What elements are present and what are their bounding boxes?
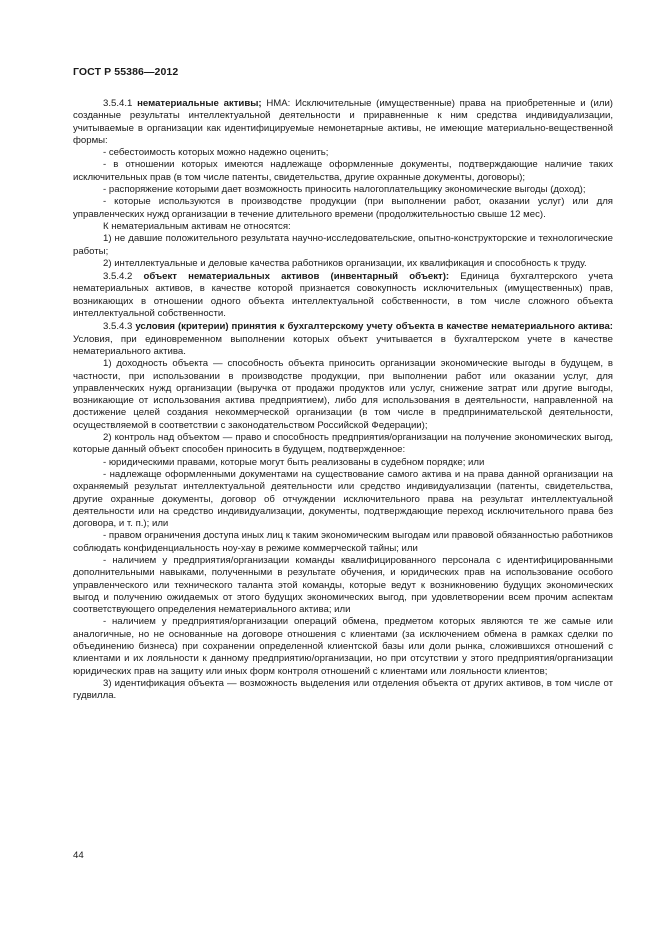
list-item: - правом ограничения доступа иных лиц к таким экономическим выгодам или правовой обязанностью работников соблюдать конфиденциальность ноу-хау в режиме коммерческой тайны; или — [73, 530, 613, 554]
definition: Условия, при единовременном выполнении которых объект учитывается в бухгалтерском учете в качестве нематериального актива. — [73, 333, 613, 357]
list-item: - надлежаще оформленными документами на существование самого актива и на права данной организации на охраняемый результат интеллектуальной деятельности или средство индивидуализации (патенты, свидетельства, другие охранные документы, договор об отчуждении исключительного права на результат интеллектуальной деятельности или на средство индивидуализации, документы, подтверждающие переход исключительного права без договора, и т. п.); или — [73, 468, 613, 530]
list-item: 2) контроль над объектом — право и способность предприятия/организации на получение экономических выгод, которые данный объект способен приносить в будущем, подтвержденное: — [73, 432, 613, 456]
list-item: - наличием у предприятия/организации команды квалифицированного персонала с идентифицированными дополнительными навыками, полученными в результате обучения, и юридических прав на использование особого управленческого или технического таланта этой команды, которые ведут к возникновению будущих экономических выгод и получению ожидаемых от этого будущих экономических выгод, при удовлетворении всем прочим аспектам соответствующего определения нематериального актива; или — [73, 554, 613, 616]
term: объект нематериальных активов (инвентарный объект): — [143, 271, 450, 283]
paragraph-3-5-4-1 — [73, 98, 613, 147]
clause-number: 3.5.4.1 — [103, 98, 133, 109]
list-item: 3) идентификация объекта — возможность выделения или отделения объекта от других активов, в том числе от гудвилла. — [73, 677, 613, 702]
list-item: 1) не давшие положительного результата научно-исследовательские, опытно-конструкторские и технологические работы; — [73, 233, 613, 257]
definition: Единица бухгалтерского учета нематериальных активов, в качестве которой признается совокупность исключительных (имущественных) прав, возникающих в отношении одного объекта интеллектуальной собственности, в том числе сложного объекта интеллектуальной собственности. — [73, 271, 613, 320]
list-item: 2) интеллектуальные и деловые качества работников организации, их квалификация и способность к труду. — [103, 257, 587, 269]
list-item: - наличием у предприятия/организации операций обмена, предметом которых являются те же самые или аналогичные, но не основанные на договоре отношения с клиентами (за исключением обмена в рамках сделки по объединению бизнеса) при сохранении определенной клиентской базы или доли рынка, сложившихся отношений с клиентами и их лояльности к данному предприятию/организации, но при отсутствии у этого предприятия/организации юридических прав на защиту или иных форм контроля отношений с клиентами или лояльности клиентов; — [73, 616, 613, 677]
clause-number: 3.5.4.2 — [103, 271, 133, 283]
list-item: - которые используются в производстве продукции (при выполнении работ, оказании услуг) или для управленческих нужд организации в течение длительного времени (продолжительностью свыше 12 мес). — [73, 196, 613, 220]
list-item: 1) доходность объекта — способность объекта приносить организации экономические выгоды в будущем, в частности, при использовании в производстве продукции, при выполнении работ или оказании услуг, для управленческих нужд организации (выручка от продажи продуктов или услуг, снижение затрат или другие выгоды, возникающие от использования актива предприятием), либо для использования в деятельности, направленной на достижение целей создания некоммерческой организации (в том числе в предпринимательской деятельности, осуществляемой в соответствии с законодательством Российской Федерации); — [73, 358, 613, 431]
definition: НМА: Исключительные (имущественные) права на приобретенные и (или) созданные результаты интеллектуальной деятельности и приравненные к ним средства индивидуализации, учитываемые в организации как идентифицируемые немонетарные активы, не имеющие материально-вещественной формы: — [73, 98, 614, 146]
term: нематериальные активы; — [137, 98, 262, 109]
paragraph-3-5-4-3 — [73, 321, 613, 358]
list-item: - распоряжение которыми дает возможность приносить налогоплательщику экономические выгоды (доход); — [103, 184, 586, 196]
list-item: - в отношении которых имеются надлежаще оформленные документы, подтверждающие наличие таких исключительных прав (в том числе патенты, свидетельства, другие охранные документы, договоры); — [73, 159, 613, 183]
paragraph-3-5-4-2 — [73, 271, 613, 320]
paragraph: К нематериальным активам не относятся: — [103, 220, 291, 232]
list-item: - юридическими правами, которые могут быть реализованы в судебном порядке; или — [103, 456, 485, 468]
document-body — [73, 98, 613, 703]
document-header: ГОСТ Р 55386—2012 — [73, 66, 179, 78]
list-item: - себестоимость которых можно надежно оценить; — [103, 147, 329, 159]
page-number: 44 — [73, 850, 84, 861]
term: условия (критерии) принятия к бухгалтерскому учету объекта в качестве нематериального актива: — [135, 321, 614, 333]
clause-number: 3.5.4.3 — [103, 321, 133, 333]
